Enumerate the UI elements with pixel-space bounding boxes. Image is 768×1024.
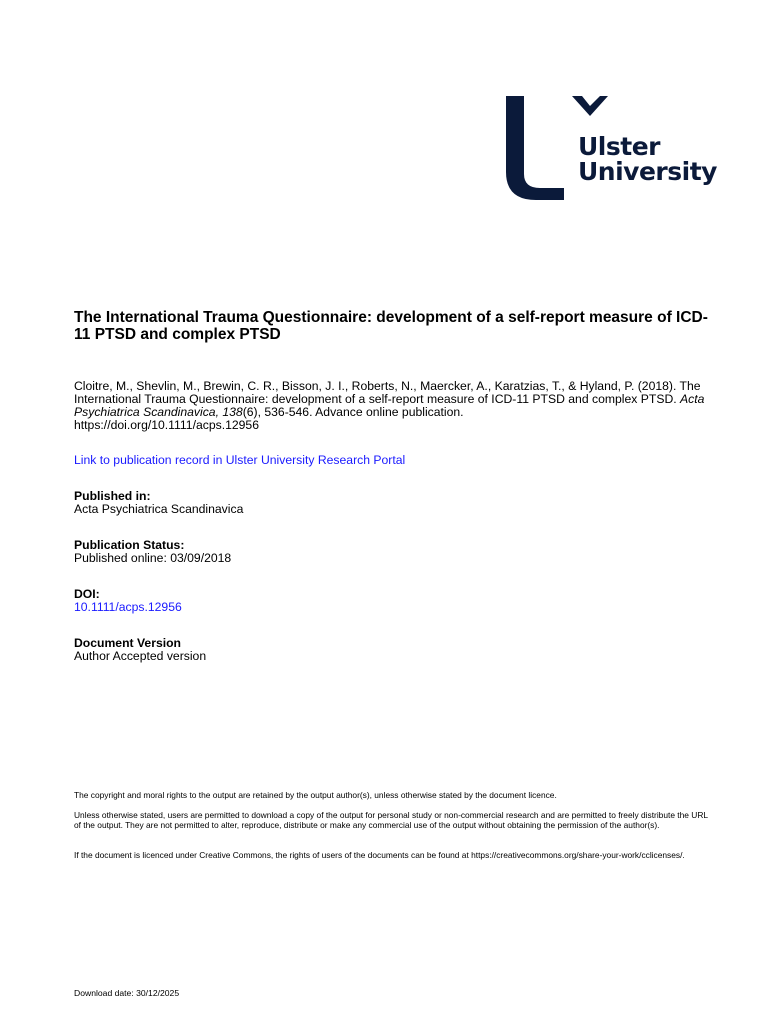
publication-status-label: Publication Status:	[74, 538, 185, 552]
published-in-label: Published in:	[74, 489, 151, 503]
publication-status-value: Published online: 03/09/2018	[74, 551, 232, 565]
usage-notice: Unless otherwise stated, users are permitted to download a copy of the output for personal study or non-commercial research and are permitted to freely distribute the URL of the output. They are not permitted to alter, reproduce, distribute or make any commercial use of the output without obtaining the permission of the author(s).	[74, 810, 708, 830]
published-in-value: Acta Psychiatrica Scandinavica	[74, 502, 244, 516]
doi-section	[74, 588, 182, 614]
logo-text-ulster: Ulster	[578, 132, 660, 161]
citation-pages: (6), 536-546. Advance online publication.	[242, 405, 464, 419]
ulster-university-logo	[504, 92, 717, 204]
document-version-section	[74, 637, 206, 663]
document-version-label: Document Version	[74, 636, 182, 650]
doi-link[interactable]: 10.1111/acps.12956	[74, 600, 182, 614]
download-date: Download date: 30/12/2025	[74, 988, 180, 998]
copyright-notice: The copyright and moral rights to the output are retained by the output author(s), unless otherwise stated by the document licence.	[74, 790, 557, 800]
citation	[74, 380, 734, 432]
citation-journal: Acta Psychiatrica Scandinavica, 138	[74, 392, 705, 419]
logo-text-university: University	[578, 157, 717, 186]
doi-label: DOI:	[74, 587, 100, 601]
document-title: The International Trauma Questionnaire: development of a self-report measure of ICD-11 PTSD and complex PTSD	[74, 309, 708, 343]
creative-commons-notice: If the document is licenced under Creative Commons, the rights of users of the documents can be found at https://creativecommons.org/share-your-work/cclicenses/.	[74, 850, 685, 860]
published-in-section	[74, 490, 243, 516]
portal-link[interactable]: Link to publication record in Ulster University Research Portal	[74, 453, 406, 467]
citation-authors: Cloitre, M., Shevlin, M., Brewin, C. R., Bisson, J. I., Roberts, N., Maercker, A., Karatzias, T., & Hyland, P. (2018). The International Trauma Questionnaire: development of a self-report measure of ICD-11 PTSD and complex PTSD.	[74, 379, 701, 406]
document-version-value: Author Accepted version	[74, 649, 207, 663]
citation-doi-url: https://doi.org/10.1111/acps.12956	[74, 418, 259, 432]
publication-status-section	[74, 539, 231, 565]
